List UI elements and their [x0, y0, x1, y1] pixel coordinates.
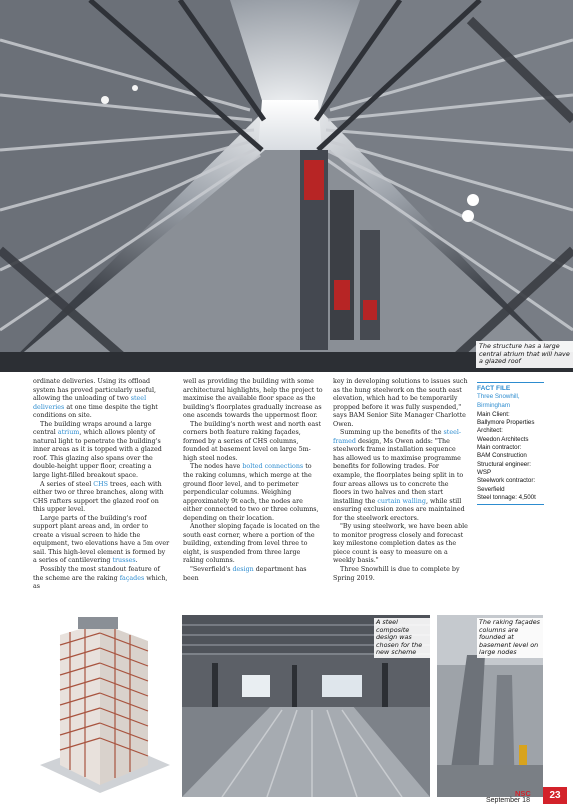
fact-file-line: Weedon Architects: [477, 435, 529, 443]
keyword-link[interactable]: design: [232, 566, 254, 574]
fact-file-title: FACT FILE: [477, 385, 511, 392]
issue-date: September 18: [486, 797, 530, 804]
fact-file: [477, 382, 544, 505]
paragraph: Large parts of the building's roof support plant areas and, in order to create a visual screen to hide the equipment, two elevations have a 5m over sail. This high-level element is formed by a series of cantilevering trusses.: [33, 514, 170, 565]
fact-file-line: BAM Construction: [477, 452, 527, 460]
steel-model-image: [30, 615, 176, 797]
fact-file-line: Ballymore Properties: [477, 419, 535, 427]
fact-file-line: Main Client:: [477, 410, 510, 418]
keyword-link[interactable]: trusses: [112, 557, 136, 565]
paragraph: "Severfield's design department has been: [183, 566, 307, 582]
keyword-link[interactable]: bolted connections: [242, 463, 304, 471]
model-illustration: [30, 615, 176, 797]
magazine-brand: NSC: [515, 789, 531, 798]
paragraph: The building wraps around a large central atrium, which allows plenty of natural light to penetrate the building's inner areas as it is topped with a glazed roof. This glazing also spans over the double-height upper floor, creating a large light-filled breakout space.: [33, 420, 162, 480]
paragraph: Summing up the benefits of the steel-framed design, Ms Owen adds: "The steelwork frame installation sequence has allowed us to maximise programme benefits for following trades. For example, the floorplates being split in to four areas allows us to concrete the floors in two halves and then start installing the curtain walling, while still ensuring exclusion zones are maintained for the steelwork erectors.: [333, 429, 465, 522]
atrium-photo-illustration: [0, 0, 573, 372]
keyword-link[interactable]: steel deliveries: [33, 395, 147, 411]
paragraph: key in developing solutions to issues such as the hung steelwork on the south east elevation, which had to be temporarily propped before it was fully suspended," says BAM Senior Site Manager Charlotte Owen.: [333, 378, 468, 428]
keyword-link[interactable]: curtain walling: [377, 497, 426, 505]
paragraph: The nodes have bolted connections to the raking columns, which merge at the ground floor level, and to perimeter perpendicular columns. Weighing approximately 9t each, the nodes are either connected to two or three columns, depending on their location.: [183, 463, 319, 522]
paragraph: Three Snowhill is due to complete by Spring 2019.: [333, 566, 460, 582]
paragraph: Another sloping façade is located on the south east corner, where a portion of the building, extending from level three to eight, is suspended from three large raking columns.: [183, 523, 320, 565]
fact-file-line: Steel tonnage: 4,500t: [477, 493, 536, 501]
paragraph: "By using steelwork, we have been able to monitor progress closely and forecast key milestone completion dates as the piece count is easy to measure on a weekly basis.": [333, 523, 468, 565]
fact-file-rule: [477, 382, 544, 383]
project-line: Three Snowhill,: [477, 393, 520, 401]
keyword-link[interactable]: atrium: [57, 429, 80, 437]
deck-image-caption: A steel composite design was chosen for the new scheme: [374, 618, 432, 658]
keyword-link[interactable]: façades: [119, 574, 145, 582]
paragraph: The building's north west and north east corners both feature raking façades, formed by a series of CHS columns, founded at basement level on large 5m-high steel nodes.: [183, 420, 322, 462]
keyword-link[interactable]: steel-framed: [333, 429, 462, 445]
fact-file-line: Steelwork contractor:: [477, 477, 536, 485]
fact-file-line: Structural engineer:: [477, 460, 531, 468]
hero-caption: The structure has a large central atrium that will have a glazed roof: [476, 341, 573, 368]
fact-file-line: Main contractor:: [477, 444, 522, 452]
article-column-2: [183, 378, 323, 583]
fact-file-line: Severfield: [477, 485, 505, 493]
fact-file-project: [477, 393, 544, 410]
hero-photo: [0, 0, 573, 372]
article-column-1: [33, 378, 170, 592]
paragraph: well as providing the building with some architectural highlights, help the project to maximise the available floor space as the building's floorplates gradually increase as one ascends towards the uppermost floor.: [183, 378, 323, 420]
paragraph: Possibly the most standout feature of the scheme are the raking façades which, as: [33, 566, 168, 591]
node-image-caption: The raking façades columns are founded at basement level on large nodes: [477, 618, 543, 658]
project-line: Birmingham: [477, 401, 511, 409]
paragraph: ordinate deliveries. Using its offload system has proved particularly useful, allowing the unloading of two steel deliveries at one time despite the tight conditions on site.: [33, 378, 158, 420]
fact-file-rule: [477, 504, 544, 505]
page-number: 23: [543, 787, 567, 804]
fact-file-line: Architect:: [477, 427, 503, 435]
article-column-3: [333, 378, 468, 583]
keyword-link[interactable]: CHS: [93, 480, 108, 488]
fact-file-line: WSP: [477, 468, 492, 476]
paragraph: A series of steel CHS trees, each with either two or three branches, along with CHS rafters support the glazed roof on this upper level.: [33, 480, 164, 514]
